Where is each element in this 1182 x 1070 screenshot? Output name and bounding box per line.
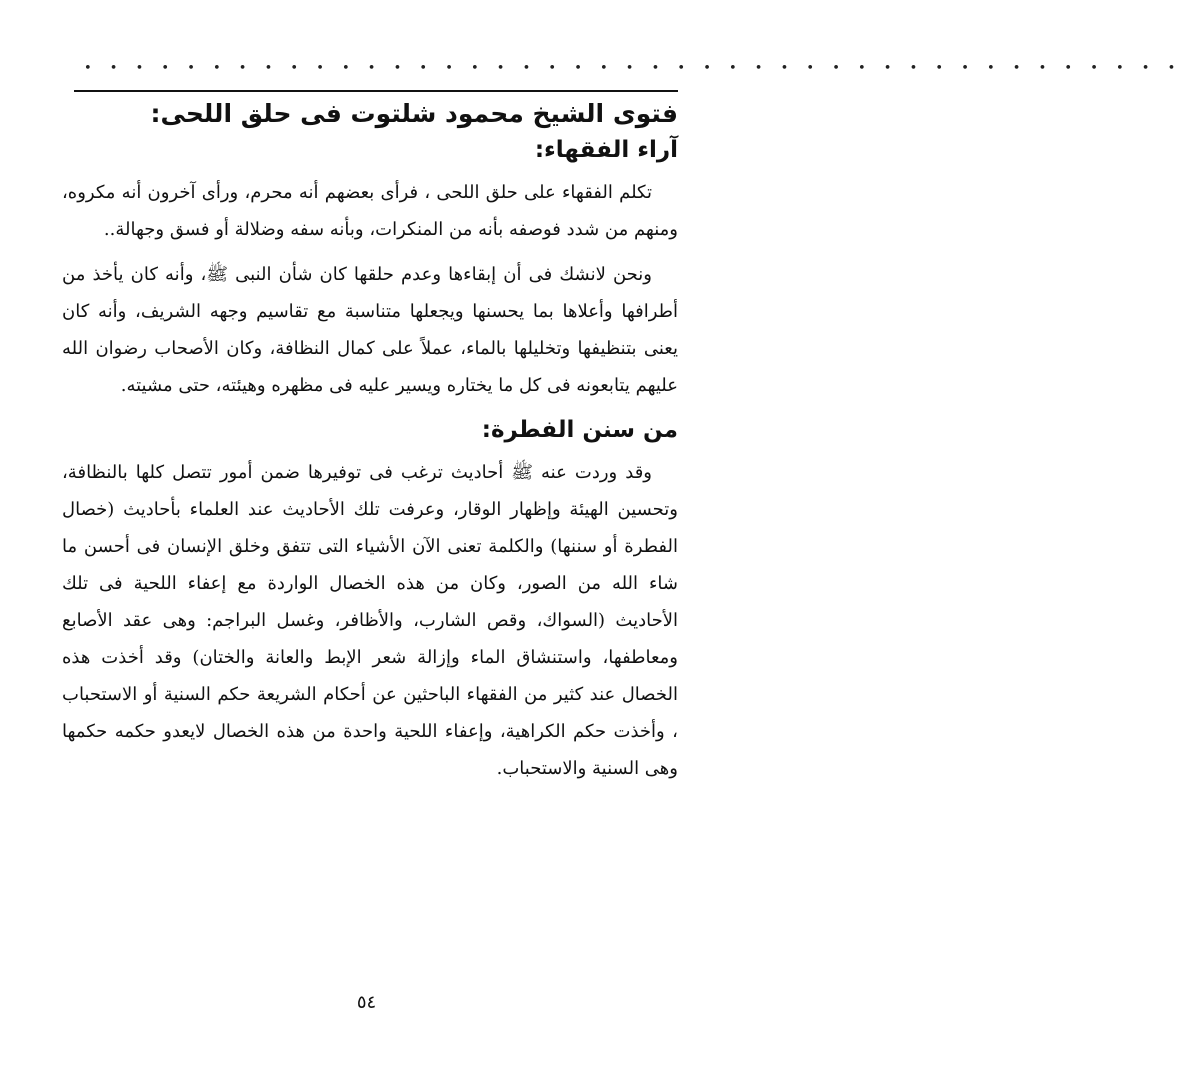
paragraph-1: تكلم الفقهاء على حلق اللحى ، فرأى بعضهم أنه محرم، ورأى آخرون أنه مكروه، ومنهم من شدد فوصفه بأنه من المنكرات، وبأنه سفه وضلالة أو فسق وجهالة..	[62, 182, 678, 240]
paragraph-3: وقد وردت عنه ﷺ أحاديث ترغب فى توفيرها ضمن أمور تتصل كلها بالنظافة، وتحسين الهيئة وإظهار الوقار، وعرفت تلك الأحاديث عند العلماء بأحاديث (خصال الفطرة أو سننها) والكلمة تعنى الآن الأشياء التى تتفق وخلق الإنسان فى أحسن ما شاء الله من الصور، وكان من هذه الخصال الواردة مع إعفاء اللحية فى تلك الأحاديث (السواك، وقص الشارب، والأظافر، وغسل البراجم: وهى عقد الأصابع ومعاطفها، واستنشاق الماء وإزالة شعر الإبط والعانة والختان) وقد أخذت هذه الخصال عند كثير من الفقهاء الباحثين عن أحكام الشريعة حكم السنية أو الاستحباب ، وأخذت حكم الكراهية، وإعفاء اللحية واحدة من هذه الخصال لايعدو حكمه حكمها وهى السنية والاستحباب.	[62, 462, 678, 779]
paragraph-2: ونحن لانشك فى أن إبقاءها وعدم حلقها كان شأن النبى ﷺ، وأنه كان يأخذ من أطرافها وأعلاها بما يحسنها ويجعلها متناسبة مع تقاسيم وجهه الشريف، وأنه كان يعنى بتنظيفها وتخليلها بالماء، عملاً على كمال النظافة، وكان الأصحاب رضوان الله عليهم يتابعونه فى كل ما يختاره ويسير عليه فى مظهره وهيئته، حتى مشيته.	[62, 264, 678, 396]
page-number: ٥٤	[356, 992, 377, 1013]
page-body	[62, 96, 678, 795]
header-rule	[74, 90, 678, 92]
section-heading-sunan: من سنن الفطرة:	[481, 417, 678, 443]
dotted-header-line: • • • • • • • • • • • • • • • • • • • • • • • • • • • • • • • • • • • • • • • • • • •	[84, 61, 1182, 76]
section-heading-opinions: آراء الفقهاء:	[534, 137, 678, 163]
main-heading: فتوى الشيخ محمود شلتوت فى حلق اللحى:	[150, 99, 678, 128]
